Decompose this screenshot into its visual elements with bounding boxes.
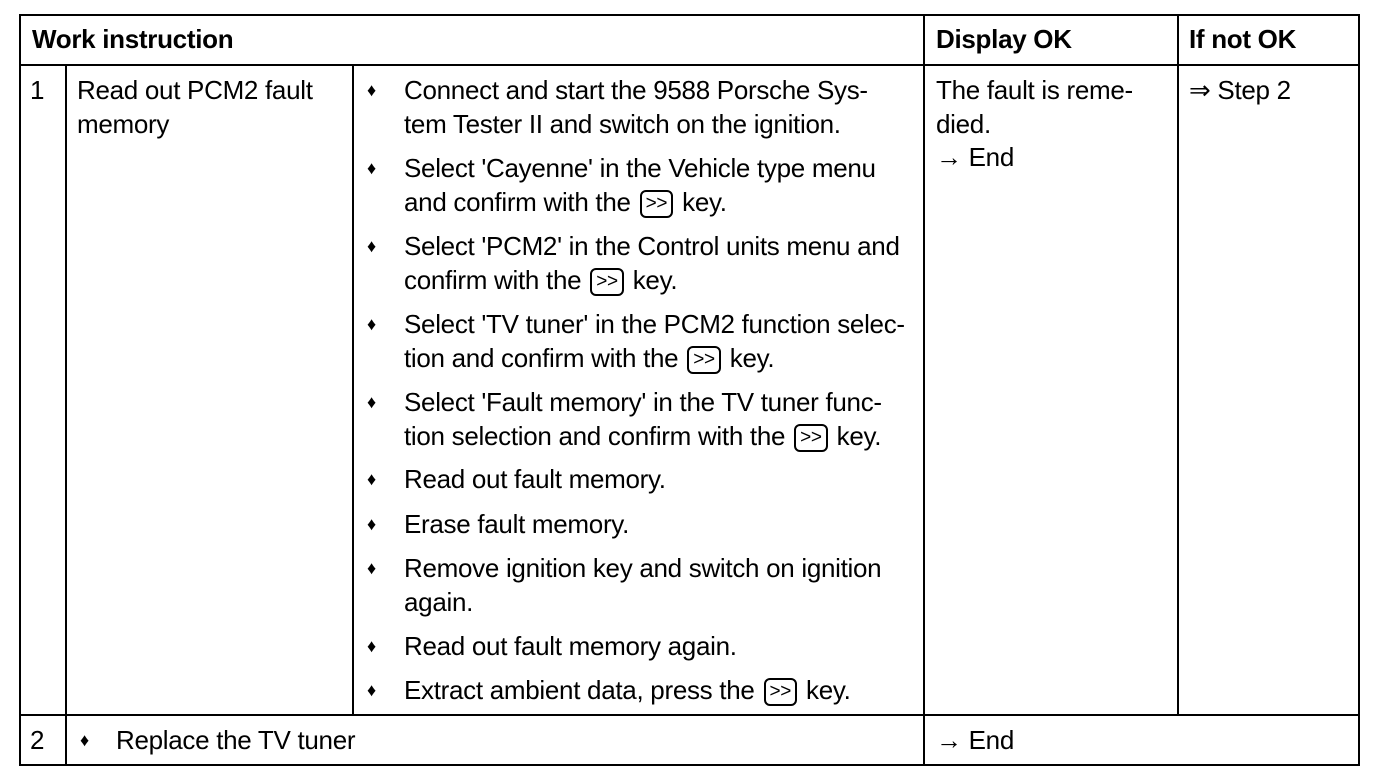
bullet-icon: ♦ xyxy=(367,314,377,334)
col-divider-ifnot xyxy=(1177,14,1179,716)
header-if-not-ok: If not OK xyxy=(1189,24,1297,54)
step-1-display-ok-line-2: died. xyxy=(936,109,991,139)
step-1-bullet-2-line-1: Select 'Cayenne' in the Vehicle type menu xyxy=(404,153,876,183)
step-1-bullet-8-line-1: Remove ignition key and switch on ignition xyxy=(404,553,882,583)
step-1-bullet-5-line-1: Select 'Fault memory' in the TV tuner func- xyxy=(404,387,882,417)
step-1-if-not-ok: ⇒ Step 2 xyxy=(1189,75,1291,105)
bullet-icon: ♦ xyxy=(367,558,377,578)
bullet-text: tion selection and confirm with the xyxy=(404,421,786,451)
bullet-icon: ♦ xyxy=(367,514,377,534)
step-1-display-ok-line-3: → End xyxy=(936,142,1014,172)
forward-key-icon: >> xyxy=(794,424,828,452)
bullet-text: key. xyxy=(729,343,775,373)
bullet-icon: ♦ xyxy=(80,730,90,750)
bullet-icon: ♦ xyxy=(367,636,377,656)
forward-key-icon: >> xyxy=(590,268,624,296)
bullet-text: Extract ambient data, press the xyxy=(404,675,755,705)
step-2-display-ok: → End xyxy=(936,725,1014,755)
bullet-text: key. xyxy=(632,265,678,295)
step-1-bullet-3-line-1: Select 'PCM2' in the Control units menu and xyxy=(404,231,900,261)
header-display-ok: Display OK xyxy=(936,24,1072,54)
step-1-bullet-7: Erase fault memory. xyxy=(404,509,629,539)
step-1-bullet-6: Read out fault memory. xyxy=(404,464,666,494)
forward-key-icon: >> xyxy=(640,190,674,218)
step-1-display-ok-line-1: The fault is reme- xyxy=(936,75,1133,105)
forward-key-icon: >> xyxy=(764,678,798,706)
step-1-bullet-3-line-2 xyxy=(404,263,677,297)
bullet-text: key. xyxy=(836,421,882,451)
step-number-2: 2 xyxy=(30,725,45,755)
step-1-bullet-10 xyxy=(404,673,851,707)
step-number-1: 1 xyxy=(30,75,45,105)
step-1-bullet-1-line-1: Connect and start the 9588 Porsche Sys- xyxy=(404,75,868,105)
bullet-icon: ♦ xyxy=(367,680,377,700)
bullet-icon: ♦ xyxy=(367,158,377,178)
bullet-text: key. xyxy=(806,675,851,705)
header-work-instruction: Work instruction xyxy=(32,24,234,54)
bullet-text: tion and confirm with the xyxy=(404,343,679,373)
step-1-bullet-1-line-2: tem Tester II and switch on the ignition. xyxy=(404,109,841,139)
step-1-bullet-5-line-2 xyxy=(404,419,881,453)
bullet-icon: ♦ xyxy=(367,392,377,412)
bullet-text: confirm with the xyxy=(404,265,582,295)
step-1-bullet-2-line-2 xyxy=(404,185,727,219)
bullet-icon: ♦ xyxy=(367,236,377,256)
step-1-title: Read out PCM2 fault memory xyxy=(77,75,313,139)
bullet-icon: ♦ xyxy=(367,469,377,489)
header-divider xyxy=(19,64,1360,66)
step-1-bullet-4-line-1: Select 'TV tuner' in the PCM2 function selec- xyxy=(404,309,905,339)
bullet-text: key. xyxy=(682,187,727,217)
forward-key-icon: >> xyxy=(687,346,721,374)
bullet-icon: ♦ xyxy=(367,80,377,100)
step-1-bullet-8-line-2: again. xyxy=(404,587,474,617)
row-divider xyxy=(19,714,1360,716)
col-divider-num xyxy=(65,64,67,766)
step-1-bullet-9: Read out fault memory again. xyxy=(404,631,737,661)
col-divider-title xyxy=(352,64,354,716)
col-divider-display xyxy=(923,14,925,766)
step-2-bullet: Replace the TV tuner xyxy=(116,725,356,755)
step-1-bullet-4-line-2 xyxy=(404,341,774,375)
bullet-text: and confirm with the xyxy=(404,187,631,217)
